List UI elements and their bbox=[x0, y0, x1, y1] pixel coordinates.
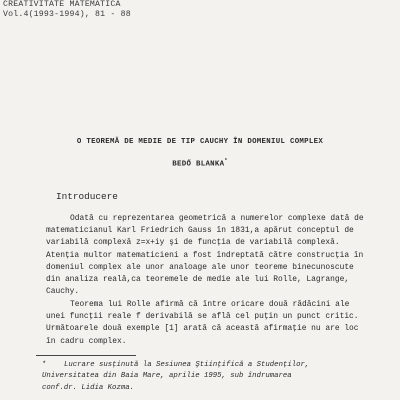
section-heading: Introducere bbox=[56, 191, 118, 202]
paragraph-1 bbox=[46, 213, 390, 298]
paragraph-line: Următoarele două exemple [1] arată că această afirmaţie nu are loc bbox=[46, 324, 359, 334]
paper-title: O TEOREMĂ DE MEDIE DE TIP CAUCHY ÎN DOMENIUL COMPLEX bbox=[76, 138, 324, 146]
paragraph-line: matematicianul Karl Friedrich Gauss în 1831,a apărut conceptul de bbox=[46, 226, 354, 236]
footnote-line bbox=[42, 360, 392, 371]
author-footnote-mark: * bbox=[224, 158, 228, 164]
footnote-line: conf.dr. Lidia Kozma. bbox=[42, 383, 134, 392]
paragraph-line: Atenţia multor matematicieni a fost îndreptată către construcţia în bbox=[46, 250, 364, 260]
footnote-divider bbox=[36, 355, 136, 356]
paragraph-line: domeniul complex ale unor analoage ale unor teoreme binecunoscute bbox=[46, 262, 354, 272]
paragraph-line: din analiza reală,ca teoremele de medie ale lui Rolle, Lagrange, bbox=[46, 275, 350, 285]
paragraph-2 bbox=[46, 299, 390, 348]
footnote bbox=[42, 360, 392, 394]
paragraph-line: Cauchy. bbox=[46, 287, 80, 297]
footnote-mark: * bbox=[42, 361, 47, 369]
journal-name: CREATIVITATE MATEMATICA bbox=[3, 0, 121, 9]
footnote-line: Universitatea din Baia Mare, aprilie 1995, sub îndrumarea bbox=[42, 372, 292, 381]
paragraph-line: variabilă complexă z=x+iy şi de funcţia de variabilă complexă. bbox=[46, 238, 340, 248]
journal-volume: Vol.4(1993-1994), 81 - 88 bbox=[3, 10, 131, 19]
footnote-text: Lucrare susţinută la Sesiunea Ştiinţifică a Studenţilor, bbox=[64, 361, 310, 369]
paragraph-line: Teorema lui Rolle afirmă că între oricare două rădăcini ale bbox=[70, 300, 350, 309]
paragraph-line: unei funcţii reale f derivabilă se află cel puţin un punct critic. bbox=[46, 312, 359, 322]
paragraph-line: Odată cu reprezentarea geometrică a numerelor complexe dată de bbox=[70, 214, 364, 223]
paper-author bbox=[0, 158, 400, 168]
paragraph-line: în cadru complex. bbox=[46, 336, 127, 346]
author-name: BEDŐ BLANKA bbox=[172, 160, 225, 169]
